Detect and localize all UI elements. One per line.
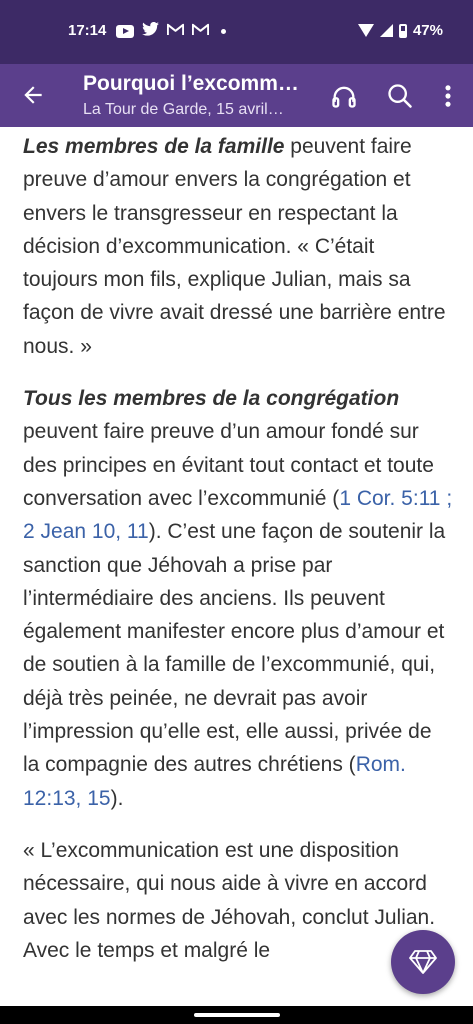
page-subtitle: La Tour de Garde, 15 avril… bbox=[83, 101, 284, 118]
headphones-icon[interactable] bbox=[330, 82, 358, 110]
paragraph-text: peuvent faire preuve d’amour envers la congrégation et envers le transgresseur en respectant la décision d’excommunication. « C’était toujours mon fils, explique Julian, mais sa façon de vivre avait dressé une barrière entre nous. » bbox=[23, 135, 446, 358]
wifi-icon bbox=[358, 24, 374, 37]
status-time: 17:14 bbox=[68, 22, 107, 39]
paragraph-lead: Tous les membres de la congrégation bbox=[23, 387, 400, 411]
paragraph-text: « L’excommunication est une disposition nécessaire, qui nous aide à vivre en accord avec les normes de Jéhovah, conclut Julian. Avec le temps et malgré le bbox=[23, 838, 436, 962]
paragraph-lead: Les membres de la famille bbox=[23, 135, 285, 158]
paragraph-text: ). bbox=[110, 786, 124, 810]
notification-icons bbox=[116, 22, 226, 41]
app-bar bbox=[0, 64, 473, 127]
youtube-icon bbox=[116, 25, 134, 38]
paragraph bbox=[23, 130, 453, 363]
paragraph bbox=[23, 834, 453, 967]
gmail-icon bbox=[192, 23, 209, 41]
back-arrow-icon[interactable] bbox=[20, 82, 46, 108]
diamond-fab-button[interactable] bbox=[391, 930, 455, 994]
scripture-link[interactable]: 1 Cor. 5:11 ; 2 Jean 10, 11 bbox=[23, 486, 453, 544]
search-icon[interactable] bbox=[386, 82, 414, 110]
dot-icon bbox=[221, 29, 226, 34]
more-vert-icon[interactable] bbox=[434, 82, 462, 110]
page-title: Pourquoi l’excomm… bbox=[83, 72, 299, 95]
twitter-icon bbox=[142, 22, 159, 41]
scripture-link[interactable]: Rom. 12:13, 15 bbox=[23, 753, 406, 810]
diamond-icon bbox=[409, 949, 437, 975]
article-body bbox=[23, 130, 453, 986]
battery-icon bbox=[399, 24, 407, 38]
paragraph bbox=[23, 382, 453, 815]
system-status bbox=[358, 22, 443, 39]
gmail-icon bbox=[167, 23, 184, 41]
paragraph-text: peuvent faire preuve d’un amour fondé sur des principes en évitant tout contact et toute conversation avec l’excommunié ( bbox=[23, 420, 434, 510]
signal-icon bbox=[380, 24, 393, 37]
paragraph-text: ). C’est une façon de soutenir la sanction que Jéhovah a prise par l’intermédiaire des anciens. Ils peuvent également manifester encore plus d’amour et de soutien à la famille de l’excommunié, qui, déjà très peinée, ne devrait pas avoir l’impression qu’elle est, elle aussi, privée de la compagnie des autres chrétiens ( bbox=[23, 520, 446, 777]
status-bar bbox=[0, 0, 473, 64]
battery-level: 47% bbox=[412, 22, 443, 39]
home-gesture-handle[interactable] bbox=[194, 1013, 280, 1017]
